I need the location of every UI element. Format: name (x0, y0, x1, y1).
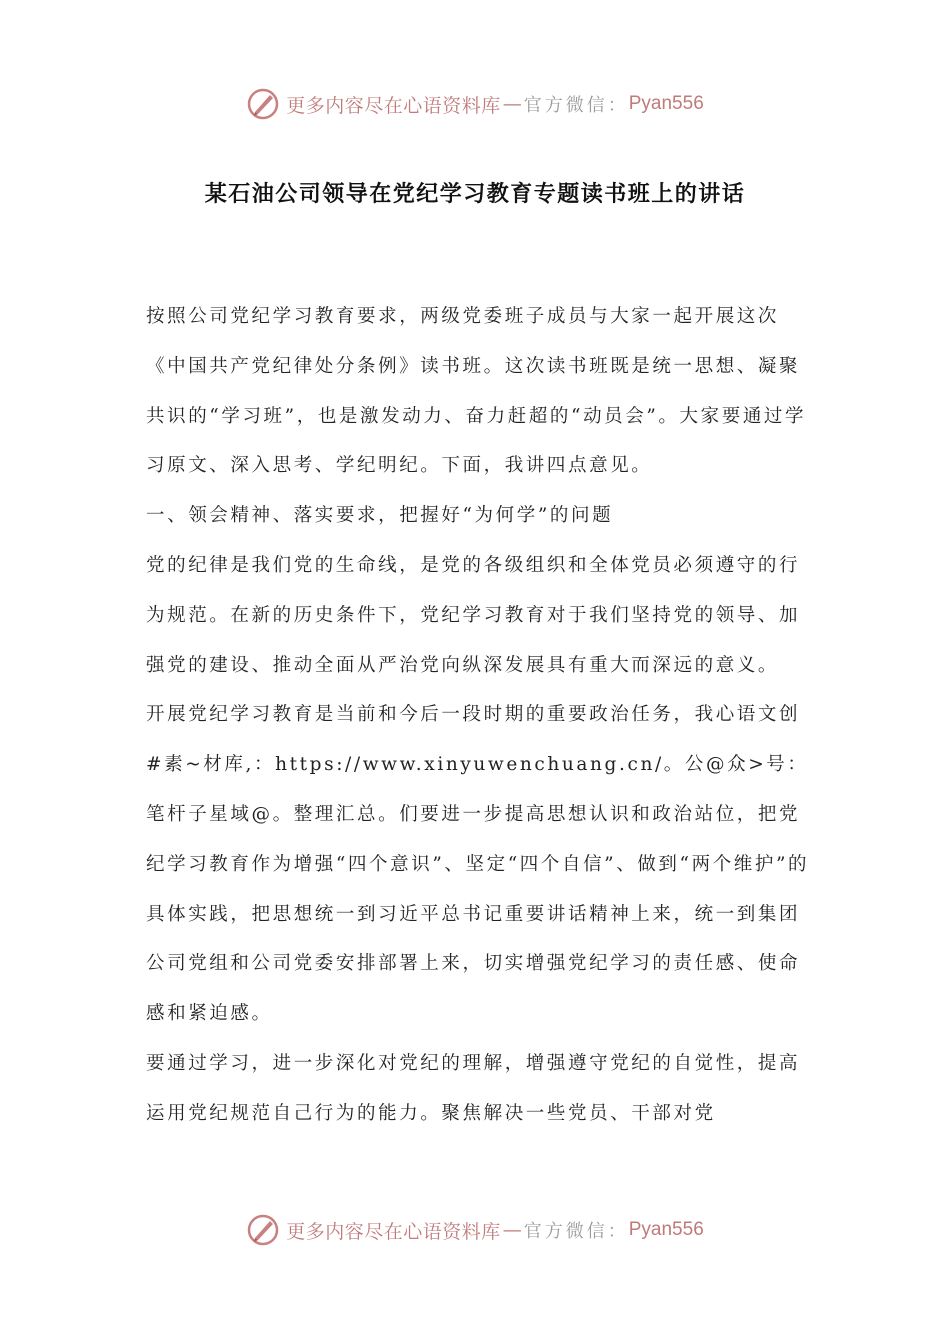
paragraph-discipline: 党的纪律是我们党的生命线，是党的各级组织和全体党员必须遵守的行为规范。在新的历史条件下，党纪学习教育对于我们坚持党的领导、加强党的建设、推动全面从严治党向纵深发展具有重大而深远的意义。 (146, 554, 801, 676)
document-body (146, 292, 814, 1139)
paragraph-task: 开展党纪学习教育是当前和今后一段时期的重要政治任务，我心语文创#素~材库,：https://www.xinyuwenchuang.cn/。公@众>号：笔杆子星域@。整理汇总。们要进一步提高思想认识和政治站位，把党纪学习教育作为增强“四个意识”、坚定“四个自信”、做到“两个维护”的具体实践，把思想统一到习近平总书记重要讲话精神上来，统一到集团公司党组和公司党委安排部署上来，切实增强党纪学习的责任感、使命感和紧迫感。 (146, 704, 810, 1025)
section-heading-1: 一、领会精神、落实要求，把握好“为何学”的问题 (146, 505, 614, 527)
banner-wechat-label: 官方微信： (523, 95, 629, 116)
pen-logo-icon (246, 87, 280, 121)
banner-wechat-id: Pyan556 (628, 1219, 704, 1240)
paragraph-intro: 按照公司党纪学习教育要求，两级党委班子成员与大家一起开展这次《中国共产党纪律处分条例》读书班。这次读书班既是统一思想、凝聚共识的“学习班”，也是激发动力、奋力赶超的“动员会”。大家要通过学习原文、深入思考、学纪明纪。下面，我讲四点意见。 (146, 306, 807, 477)
document-title: 某石油公司领导在党纪学习教育专题读书班上的讲话 (204, 181, 746, 207)
banner-main-text: 更多内容尽在心语资料库 (286, 1220, 501, 1243)
paragraph-study: 要通过学习，进一步深化对党纪的理解，增强遵守党纪的自觉性，提高运用党纪规范自己行为的能力。聚焦解决一些党员、干部对党 (146, 1052, 801, 1124)
banner-main-text: 更多内容尽在心语资料库 (286, 94, 501, 117)
footer-banner (0, 1210, 950, 1250)
banner-wechat-label: 官方微信： (523, 1221, 629, 1242)
banner-dash: — (502, 1219, 522, 1241)
banner-wechat-id: Pyan556 (628, 93, 704, 114)
pen-logo-icon (246, 1213, 280, 1247)
header-banner (0, 84, 950, 124)
banner-dash: — (502, 93, 522, 115)
